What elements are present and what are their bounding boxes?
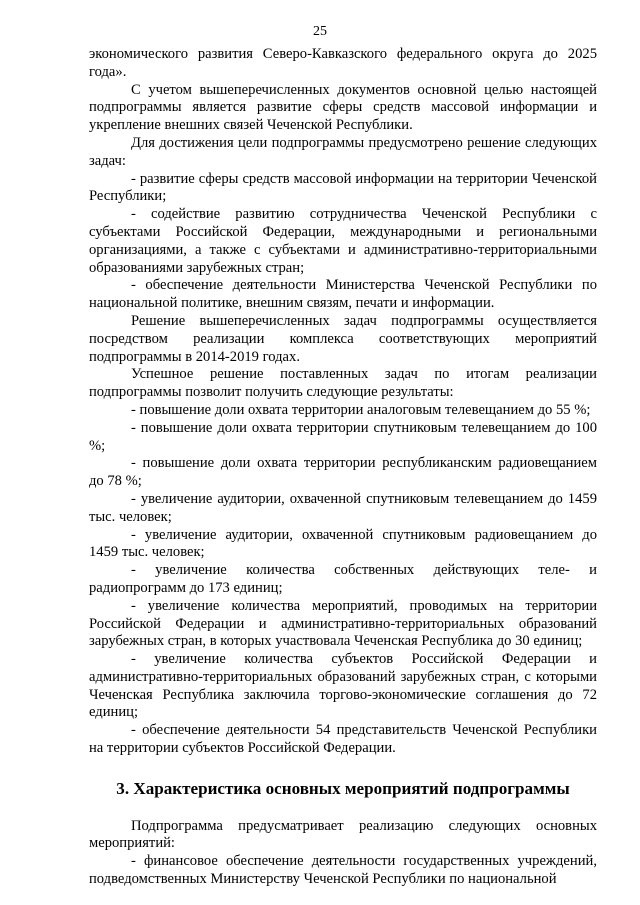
list-item: - повышение доли охвата территории аналоговым телевещанием до 55 %; <box>131 401 591 418</box>
list-item: - увеличение аудитории, охваченной спутниковым телевещанием до 1459 тыс. человек; <box>89 490 597 525</box>
list-item: - повышение доли охвата территории республиканским радиовещанием до 78 %; <box>89 455 597 490</box>
paragraph: С учетом вышеперечисленных документов основной целью настоящей подпрограммы является развитие сферы средств массовой информации и укрепление внешних связей Чеченской Республики. <box>89 81 597 134</box>
paragraph: экономического развития Северо-Кавказского федерального округа до 2025 года». <box>89 46 597 80</box>
page-number: 25 <box>313 24 327 39</box>
list-item: - финансовое обеспечение деятельности государственных учреждений, подведомственных Министерству Чеченской Республики по национальной <box>89 853 597 888</box>
paragraph: Решение вышеперечисленных задач подпрограммы осуществляется посредством реализации комплекса соответствующих мероприятий подпрограммы в 2014-2019 годах. <box>89 312 597 365</box>
list-item: - повышение доли охвата территории спутниковым телевещанием до 100 %; <box>89 419 597 454</box>
list-item: - увеличение количества субъектов Российской Федерации и административно-территориальных образований зарубежных стран, с которыми Чеченская Республика заключила торгово-экономические соглашения до 72 единиц; <box>89 651 597 721</box>
document-body <box>89 46 597 889</box>
paragraph: Подпрограмма предусматривает реализацию следующих основных мероприятий: <box>89 817 597 852</box>
paragraph: Для достижения цели подпрограммы предусмотрено решение следующих задач: <box>89 134 597 169</box>
list-item: - содействие развитию сотрудничества Чеченской Республики с субъектами Российской Федерации, международными и региональными организациями, а также с субъектами и административно-территориальными образованиями зарубежных стран; <box>89 206 597 276</box>
list-item: - увеличение количества мероприятий, проводимых на территории Российской Федерации и административно-территориальных образований зарубежных стран, в которых участвовала Чеченская Республика до 30 единиц; <box>89 597 597 650</box>
list-item: - обеспечение деятельности 54 представительств Чеченской Республики на территории субъектов Российской Федерации. <box>89 722 597 757</box>
list-item: - развитие сферы средств массовой информации на территории Чеченской Республики; <box>89 170 597 205</box>
section-heading: 3. Характеристика основных мероприятий подпрограммы <box>116 778 570 798</box>
list-item: - увеличение количества собственных действующих теле- и радиопрограмм до 173 единиц; <box>89 562 597 596</box>
list-item: - увеличение аудитории, охваченной спутниковым радиовещанием до 1459 тыс. человек; <box>89 526 597 561</box>
list-item: - обеспечение деятельности Министерства Чеченской Республики по национальной политике, внешним связям, печати и информации. <box>89 277 597 312</box>
paragraph: Успешное решение поставленных задач по итогам реализации подпрограммы позволит получить следующие результаты: <box>89 366 597 401</box>
